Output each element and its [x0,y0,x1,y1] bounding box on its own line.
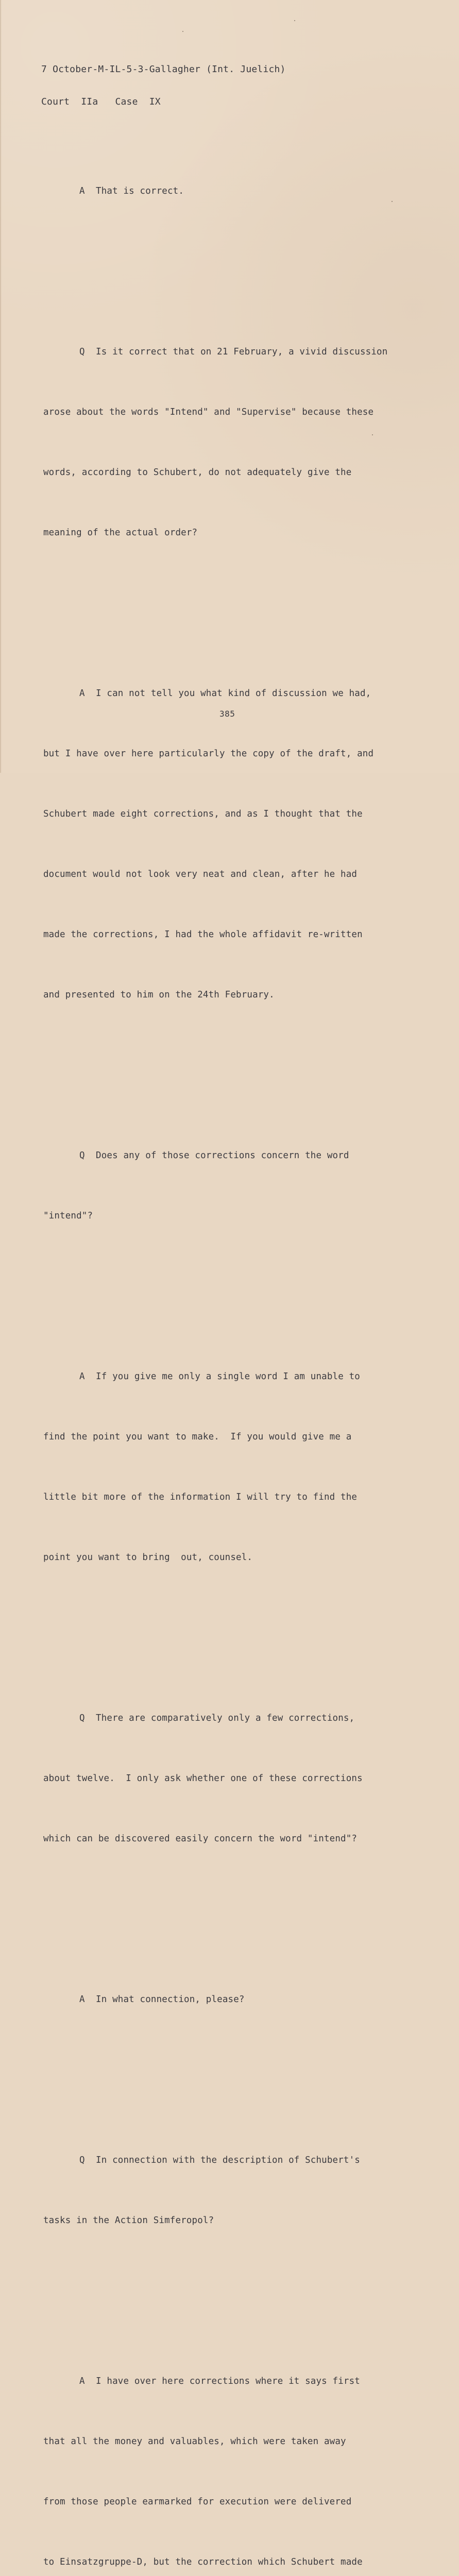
transcript-line: A I can not tell you what kind of discussion we had, [79,688,371,699]
transcript-line: A In what connection, please? [79,1994,245,2005]
transcript-line: tasks in the Action Simferopol? [43,2215,214,2226]
header-line-session: 7 October-M-IL-5-3-Gallagher (Int. Juelich) [41,64,286,75]
transcript-line: arose about the words "Intend" and "Supervise" because these [43,407,374,417]
transcript-line: to Einsatzgruppe-D, but the correction which Schubert made [43,2557,363,2567]
transcript-line: words, according to Schubert, do not adequately give the [43,467,352,478]
transcript-line: A That is correct. [79,186,184,196]
transcript-paragraph [43,643,419,1045]
transcript-line: "intend"? [43,1211,93,1221]
transcript-paragraph [43,1668,419,1889]
paper-speck [372,434,373,435]
transcript-line: little bit more of the information I will try to find the [43,1492,358,1502]
transcript-line: Q Does any of those corrections concern the word [79,1150,349,1161]
transcript-line: Schubert made eight corrections, and as I thought that the [43,809,363,819]
transcript-paragraph [43,2331,419,2576]
transcript-body [43,101,419,2576]
transcript-line: Q There are comparatively only a few corrections, [79,1713,355,1723]
transcript-line: about twelve. I only ask whether one of these corrections [43,1773,363,1784]
transcript-paragraph [43,141,419,242]
transcript-line: Q Is it correct that on 21 February, a vivid discussion [79,347,388,357]
paper-speck [294,20,295,21]
transcript-line: and presented to him on the 24th February. [43,990,275,1000]
transcript-paragraph [43,1106,419,1266]
transcript-line: A I have over here corrections where it says first [79,2376,360,2386]
transcript-paragraph [43,1950,419,2050]
transcript-line: but I have over here particularly the copy of the draft, and [43,749,374,759]
transcript-line: from those people earmarked for execution were delivered [43,2497,352,2507]
paper-speck [182,31,183,32]
transcript-line: made the corrections, I had the whole affidavit re-written [43,929,363,940]
paper-speck [392,201,393,202]
transcript-line: that all the money and valuables, which were taken away [43,2436,346,2447]
header-line-court-case: Court IIa Case IX [41,96,161,107]
transcript-line: Q In connection with the description of Schubert's [79,2155,360,2165]
transcript-paragraph [43,1327,419,1608]
transcript-line: meaning of the actual order? [43,528,198,538]
transcript-line: A If you give me only a single word I am unable to [79,1371,360,1382]
page-number: 385 [219,709,235,719]
transcript-paragraph [43,2110,419,2271]
transcript-line: find the point you want to make. If you would give me a [43,1432,352,1442]
transcript-line: which can be discovered easily concern the word "intend"? [43,1834,358,1844]
paper-edge-shadow [0,0,2,773]
transcript-line: point you want to bring out, counsel. [43,1552,253,1563]
transcript-line: document would not look very neat and clean, after he had [43,869,358,879]
transcript-paragraph [43,302,419,583]
